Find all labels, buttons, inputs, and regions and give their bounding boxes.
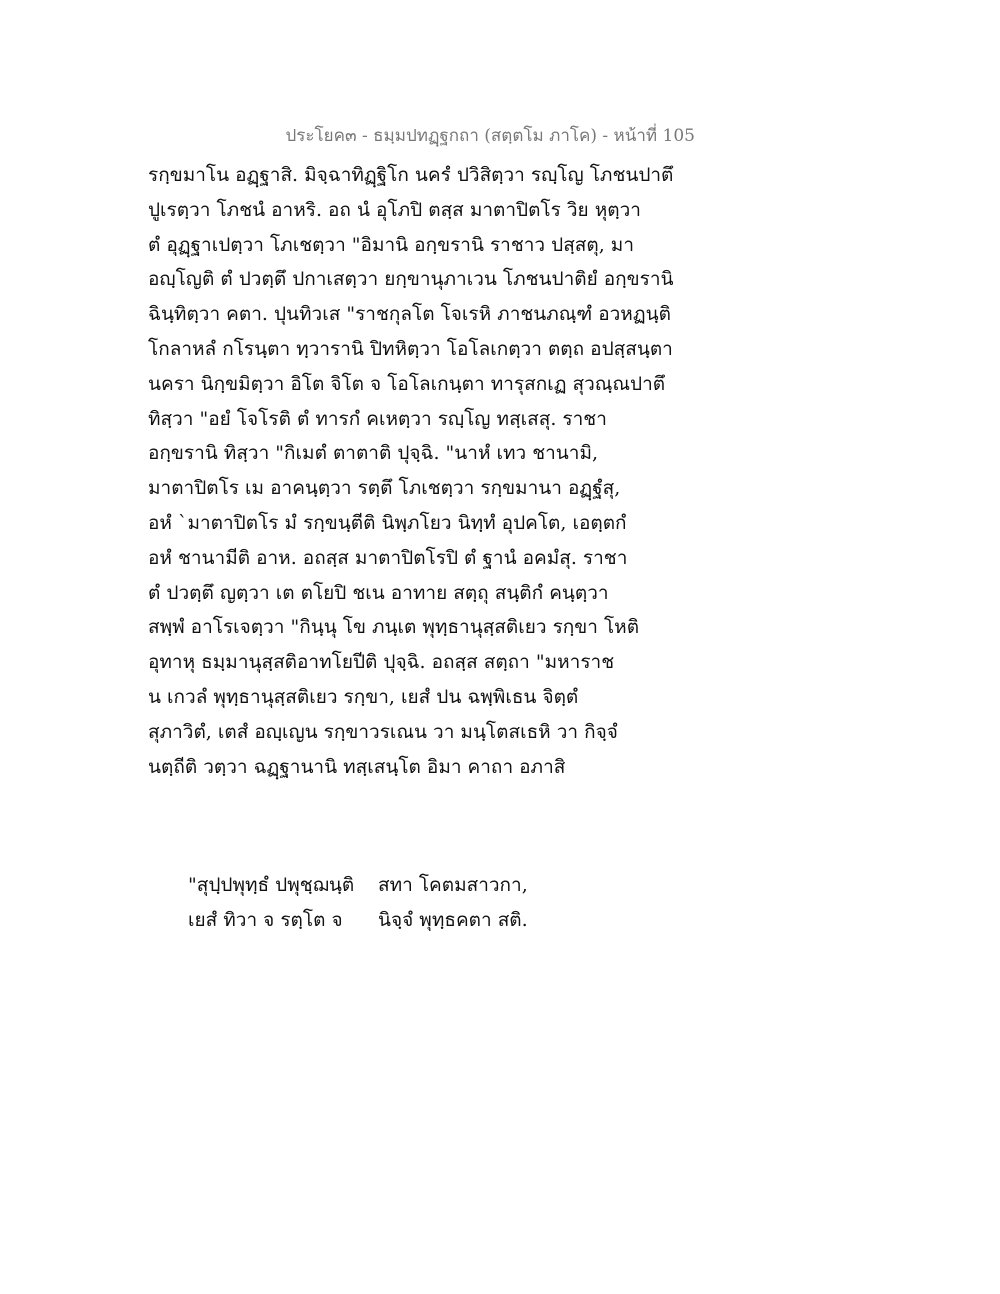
text-line: รกฺขมาโน อฏฺฐาสิ. มิจฺฉาทิฏฺฐิโก นครํ ปวิสิตฺวา รญฺโญ โภชนปาตึ bbox=[148, 164, 674, 186]
text-line: สุภาวิตํ, เตสํ อญฺเญน รกฺขาวรเณน วา มนฺโตสเธหิ วา กิจฺจํ bbox=[148, 720, 618, 743]
text-line: โกลาหลํ กโรนฺตา ทฺวารานิ ปิทหิตฺวา โอโลเกตฺวา ตตฺถ อปสฺสนฺตา bbox=[148, 337, 673, 360]
text-line: สพฺพํ อาโรเจตฺวา "กินฺนุ โข ภนฺเต พุทฺธานุสฺสติเยว รกฺขา โหติ bbox=[148, 616, 640, 639]
verse-line bbox=[188, 868, 708, 903]
verse-second-half: นิจฺจํ พุทฺธคตา สติ. bbox=[378, 909, 528, 931]
text-line: อหํ `มาตาปิตโร มํ รกฺขนฺตีติ นิพฺภโยว นิทฺทํ อุปคโต, เอตฺตกํ bbox=[148, 511, 627, 534]
running-header: ประโยค๓ - ธมฺมปทฏฺฐกถา (สตฺตโม ภาโค) - หน้าที่ 105 bbox=[285, 126, 695, 146]
text-line: นครา นิกฺขมิตฺวา อิโต จิโต จ โอโลเกนฺตา ทารุสกเฏ สุวณฺณปาตึ bbox=[148, 372, 666, 395]
text-line: ตํ อุฏฺฐาเปตฺวา โภเชตฺวา "อิมานิ อกฺขรานิ ราชาว ปสฺสตุ, มา bbox=[148, 233, 634, 256]
text-line: ทิสฺวา "อยํ โจโรติ ตํ ทารกํ คเหตฺวา รญฺโญ ทสฺเสสุ. ราชา bbox=[148, 407, 607, 430]
text-line: นตฺถีติ วตฺวา ฉฏฺฐานานิ ทสฺเสนฺโต อิมา คาถา อภาสิ bbox=[148, 755, 566, 778]
body-text bbox=[148, 158, 708, 784]
text-line: น เกวลํ พุทฺธานุสฺสติเยว รกฺขา, เยสํ ปน ฉพฺพิเธน จิตฺตํ bbox=[148, 685, 579, 708]
text-line: ฉินฺทิตฺวา คตา. ปุนทิวเส "ราชกุลโต โจเรหิ ภาชนภณฺฑํ อวหฏนฺติ bbox=[148, 303, 671, 326]
verse-line bbox=[188, 903, 708, 938]
text-line: อญฺโญติ ตํ ปวตฺตึ ปกาเสตฺวา ยกฺขานุภาเวน โภชนปาติยํ อกฺขรานิ bbox=[148, 268, 674, 291]
text-line: ปูเรตฺวา โภชนํ อาหริ. อถ นํ อุโภปิ ตสฺส มาตาปิตโร วิย หุตฺวา bbox=[148, 198, 641, 221]
verse-first-half: เยสํ ทิวา จ รตฺโต จ bbox=[188, 909, 343, 931]
text-line: อกฺขรานิ ทิสฺวา "กิเมตํ ตาตาติ ปุจฺฉิ. "นาหํ เทว ชานามิ, bbox=[148, 442, 599, 465]
text-line: มาตาปิตโร เม อาคนฺตฺวา รตฺตึ โภเชตฺวา รกฺขมานา อฏฺฐํสุ, bbox=[148, 477, 621, 500]
text-line: ตํ ปวตฺตึ ญตฺวา เต ตโยปิ ชเน อาทาย สตฺถุ สนฺติกํ คนฺตฺวา bbox=[148, 581, 609, 604]
verse-block bbox=[188, 868, 708, 938]
text-line: อหํ ชานามีติ อาห. อถสฺส มาตาปิตโรปิ ตํ ฐานํ อคมํสุ. ราชา bbox=[148, 546, 628, 569]
verse-first-half: "สุปฺปพุทฺธํ ปพุชฺฌนฺติ bbox=[188, 874, 355, 896]
text-line: อุทาหุ ธมฺมานุสฺสติอาทโยปีติ ปุจฺฉิ. อถสฺส สตฺถา "มหาราช bbox=[148, 651, 615, 674]
verse-second-half: สทา โคตมสาวกา, bbox=[378, 874, 528, 896]
